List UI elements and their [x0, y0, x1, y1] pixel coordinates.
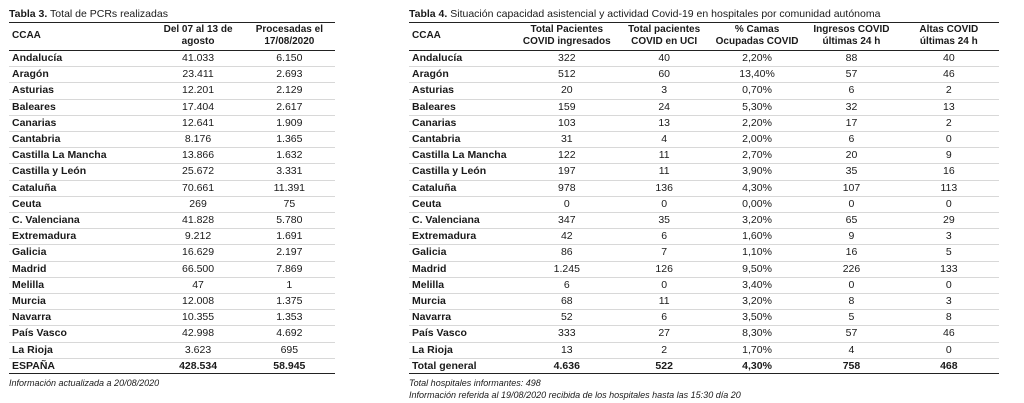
region-cell: País Vasco — [12, 327, 67, 340]
table-row — [9, 132, 335, 148]
table-row — [409, 342, 999, 358]
table-row — [409, 245, 999, 261]
value-cell: 8 — [945, 311, 952, 324]
table-row — [9, 99, 335, 115]
value-cell: 17 — [845, 116, 858, 129]
value-cell: 16 — [942, 165, 955, 178]
total-value: 428.534 — [179, 359, 218, 372]
value-cell: 41.033 — [182, 52, 215, 64]
value-cell: 42 — [560, 230, 573, 243]
value-cell: 3 — [661, 84, 668, 97]
value-cell: 11.391 — [273, 181, 306, 194]
value-cell: 8.176 — [184, 133, 212, 146]
value-cell: 11 — [658, 295, 670, 308]
value-cell: 75 — [283, 197, 296, 210]
value-cell: 12.008 — [182, 295, 215, 308]
value-cell: 0 — [945, 197, 952, 210]
total-value: 468 — [940, 359, 958, 372]
value-cell: 269 — [189, 197, 207, 210]
value-cell: 136 — [655, 181, 673, 194]
value-cell: 32 — [845, 100, 858, 113]
value-cell: 46 — [942, 327, 955, 340]
value-cell: 4,30% — [742, 181, 772, 194]
value-cell: 1.245 — [553, 262, 580, 275]
value-cell: 1,10% — [742, 246, 772, 259]
region-cell: Ceuta — [412, 197, 442, 210]
table-row — [9, 148, 335, 164]
region-cell: Melilla — [12, 278, 45, 291]
footnote: Información actualizada a 20/08/2020 — [9, 377, 160, 388]
region-cell: Navarra — [12, 311, 52, 324]
table-row — [9, 245, 335, 261]
total-value: 4,30% — [742, 359, 772, 372]
value-cell: 333 — [558, 327, 576, 340]
value-cell: 57 — [845, 327, 858, 340]
value-cell: 0 — [661, 278, 668, 291]
table3-header-ccaa: CCAA — [12, 30, 41, 41]
value-cell: 1 — [286, 278, 293, 291]
region-cell: C. Valenciana — [412, 214, 480, 227]
table-row — [409, 180, 999, 196]
table-row — [9, 115, 335, 131]
value-cell: 0 — [848, 278, 855, 291]
region-cell: Madrid — [12, 262, 47, 275]
value-cell: 6 — [563, 278, 570, 291]
region-cell: Andalucía — [412, 52, 463, 64]
table4-header-camas: % Camas Ocupadas COVID — [715, 24, 799, 47]
table-row — [9, 180, 335, 196]
value-cell: 42.998 — [182, 327, 215, 340]
table-row — [9, 229, 335, 245]
table4-header-ingresados: Total Pacientes COVID ingresados — [522, 24, 611, 47]
value-cell: 347 — [558, 214, 576, 227]
table-row — [9, 342, 335, 358]
value-cell: 3,40% — [742, 278, 772, 291]
table-row — [409, 277, 999, 293]
value-cell: 7.869 — [276, 262, 303, 275]
table-row — [409, 115, 999, 131]
hospital-table-section — [409, 8, 999, 401]
value-cell: 1.632 — [276, 149, 303, 162]
value-cell: 2.693 — [276, 68, 303, 81]
value-cell: 13 — [658, 116, 670, 129]
table-row — [409, 148, 999, 164]
value-cell: 126 — [655, 262, 673, 275]
table-row — [409, 164, 999, 180]
value-cell: 12.201 — [182, 84, 215, 97]
value-cell: 122 — [558, 149, 576, 162]
value-cell: 978 — [558, 181, 576, 194]
region-cell: País Vasco — [412, 327, 467, 340]
value-cell: 68 — [560, 295, 573, 308]
total-value: 522 — [655, 359, 673, 372]
value-cell: 35 — [845, 165, 858, 178]
region-cell: Baleares — [12, 100, 56, 113]
pcr-table-section — [9, 8, 335, 389]
table-row — [409, 51, 999, 67]
value-cell: 2,70% — [742, 149, 772, 162]
region-cell: Cataluña — [412, 181, 457, 194]
region-cell: Murcia — [412, 295, 446, 308]
table4-header-uci: Total pacientes COVID en UCI — [628, 24, 701, 47]
value-cell: 60 — [658, 68, 670, 81]
value-cell: 197 — [558, 165, 576, 178]
value-cell: 1.375 — [276, 295, 303, 308]
value-cell: 66.500 — [182, 262, 215, 275]
value-cell: 2,00% — [742, 133, 772, 146]
value-cell: 16 — [845, 246, 858, 259]
value-cell: 11 — [658, 165, 670, 178]
value-cell: 2 — [945, 84, 952, 97]
value-cell: 3,90% — [742, 165, 772, 178]
total-value: 758 — [842, 359, 861, 372]
table4-header-row — [409, 23, 999, 51]
value-cell: 3.331 — [276, 165, 303, 178]
total-label: Total general — [412, 359, 477, 372]
value-cell: 24 — [658, 100, 670, 113]
value-cell: 12.641 — [182, 116, 215, 129]
value-cell: 1,70% — [742, 343, 772, 356]
region-cell: Baleares — [412, 100, 456, 113]
table3-header-processed: Procesadas el 17/08/2020 — [255, 24, 323, 47]
value-cell: 695 — [280, 343, 299, 356]
value-cell: 7 — [661, 246, 668, 259]
table-row — [9, 277, 335, 293]
table3-title-label: Tabla 3. — [9, 8, 48, 20]
value-cell: 8,30% — [742, 327, 772, 340]
value-cell: 3,20% — [742, 295, 772, 308]
value-cell: 17.404 — [182, 100, 215, 113]
value-cell: 159 — [558, 100, 576, 113]
value-cell: 8 — [848, 295, 855, 308]
table-row — [9, 51, 335, 67]
value-cell: 16.629 — [182, 246, 215, 259]
table3-caption — [9, 8, 335, 22]
table-row — [9, 261, 335, 277]
region-cell: Galicia — [12, 246, 47, 259]
value-cell: 3 — [945, 230, 952, 243]
value-cell: 6 — [661, 311, 668, 324]
value-cell: 1.691 — [276, 230, 303, 243]
table3-header-row — [9, 23, 335, 51]
region-cell: Galicia — [412, 246, 447, 259]
value-cell: 70.661 — [182, 181, 215, 194]
value-cell: 3 — [945, 295, 952, 308]
value-cell: 2,20% — [742, 52, 772, 64]
table4-title-text: Situación capacidad asistencial y actividad Covid-19 en hospitales por comunidad autónoma — [447, 8, 881, 20]
region-cell: Murcia — [12, 295, 46, 308]
table-row — [409, 196, 999, 212]
value-cell: 4 — [848, 343, 855, 356]
value-cell: 2,20% — [742, 116, 772, 129]
footnote: Total hospitales informantes: 498 — [409, 377, 541, 388]
value-cell: 2.197 — [276, 246, 303, 259]
value-cell: 322 — [558, 52, 576, 64]
value-cell: 0 — [563, 197, 570, 210]
value-cell: 20 — [560, 84, 573, 97]
value-cell: 20 — [845, 149, 858, 162]
table-row — [9, 83, 335, 99]
value-cell: 25.672 — [182, 165, 215, 178]
value-cell: 1,60% — [742, 230, 772, 243]
region-cell: La Rioja — [412, 343, 453, 356]
region-cell: Castilla La Mancha — [412, 149, 507, 162]
region-cell: Madrid — [412, 262, 447, 275]
value-cell: 6 — [848, 84, 855, 97]
value-cell: 9 — [945, 149, 952, 162]
table-row — [409, 67, 999, 83]
value-cell: 4.692 — [276, 327, 303, 340]
value-cell: 57 — [845, 68, 858, 81]
value-cell: 9 — [848, 230, 855, 243]
region-cell: Asturias — [12, 84, 55, 97]
region-cell: Asturias — [412, 84, 455, 97]
table4-title-label: Tabla 4. — [409, 8, 448, 20]
region-cell: Cantabria — [12, 133, 61, 146]
value-cell: 0,00% — [742, 197, 772, 210]
table-row — [409, 310, 999, 326]
value-cell: 4 — [661, 133, 668, 146]
value-cell: 13 — [942, 100, 955, 113]
total-value: 4.636 — [553, 359, 580, 372]
value-cell: 5 — [945, 246, 952, 259]
value-cell: 5 — [848, 311, 855, 324]
value-cell: 3,20% — [742, 214, 772, 227]
value-cell: 40 — [658, 52, 670, 64]
value-cell: 1.353 — [276, 311, 303, 324]
table-row — [409, 326, 999, 342]
value-cell: 2.617 — [276, 100, 303, 113]
value-cell: 47 — [192, 278, 204, 291]
value-cell: 13,40% — [739, 68, 775, 81]
region-cell: Castilla y León — [12, 165, 87, 178]
value-cell: 0,70% — [742, 84, 772, 97]
region-cell: Canarias — [12, 116, 57, 129]
value-cell: 6 — [661, 230, 668, 243]
region-cell: Canarias — [412, 116, 457, 129]
table4-header-ingresos-24h: Ingresos COVID últimas 24 h — [813, 24, 890, 47]
value-cell: 2 — [945, 116, 952, 129]
value-cell: 11 — [658, 149, 670, 162]
value-cell: 113 — [940, 181, 958, 194]
value-cell: 103 — [558, 116, 576, 129]
value-cell: 3,50% — [742, 311, 772, 324]
value-cell: 6.150 — [276, 52, 303, 64]
value-cell: 133 — [940, 262, 958, 275]
value-cell: 0 — [945, 343, 952, 356]
value-cell: 9,50% — [742, 262, 772, 275]
table4-header-altas-24h: Altas COVID últimas 24 h — [919, 24, 979, 47]
value-cell: 5,30% — [742, 100, 772, 113]
value-cell: 0 — [661, 197, 668, 210]
table-row — [9, 196, 335, 212]
value-cell: 13 — [560, 343, 573, 356]
total-label: ESPAÑA — [12, 359, 55, 372]
region-cell: Extremadura — [412, 230, 477, 243]
table-row — [409, 261, 999, 277]
value-cell: 13.866 — [182, 149, 215, 162]
region-cell: Castilla y León — [412, 165, 487, 178]
region-cell: Navarra — [412, 311, 452, 324]
total-row — [409, 358, 999, 373]
value-cell: 107 — [842, 181, 861, 194]
table-row — [9, 213, 335, 229]
total-row — [9, 358, 335, 373]
value-cell: 86 — [560, 246, 573, 259]
value-cell: 40 — [942, 52, 955, 64]
value-cell: 65 — [845, 214, 858, 227]
table-row — [409, 294, 999, 310]
region-cell: Andalucía — [12, 52, 63, 64]
region-cell: Castilla La Mancha — [12, 149, 107, 162]
region-cell: Cataluña — [12, 181, 57, 194]
table-row — [9, 310, 335, 326]
table-row — [9, 294, 335, 310]
total-value: 58.945 — [273, 359, 306, 372]
table-row — [409, 229, 999, 245]
value-cell: 3.623 — [184, 343, 212, 356]
table-row — [409, 132, 999, 148]
value-cell: 226 — [842, 262, 861, 275]
value-cell: 1.909 — [276, 116, 303, 129]
table3-title-text: Total de PCRs realizadas — [47, 8, 168, 20]
region-cell: Melilla — [412, 278, 445, 291]
footnote: Información referida al 19/08/2020 recibida de los hospitales hasta las 15:30 día 20 — [409, 389, 741, 400]
value-cell: 6 — [848, 133, 855, 146]
value-cell: 46 — [942, 68, 955, 81]
table-row — [9, 326, 335, 342]
value-cell: 88 — [845, 52, 858, 64]
value-cell: 10.355 — [182, 311, 215, 324]
value-cell: 2.129 — [276, 84, 303, 97]
region-cell: Cantabria — [412, 133, 461, 146]
value-cell: 9.212 — [184, 230, 212, 243]
table4-caption — [409, 8, 999, 22]
value-cell: 52 — [560, 311, 573, 324]
table-row — [409, 83, 999, 99]
pcr-table — [9, 22, 335, 374]
value-cell: 0 — [945, 278, 952, 291]
table-row — [9, 164, 335, 180]
value-cell: 31 — [560, 133, 573, 146]
table-row — [409, 99, 999, 115]
value-cell: 1.365 — [276, 133, 303, 146]
region-cell: La Rioja — [12, 343, 53, 356]
region-cell: Aragón — [412, 68, 449, 81]
value-cell: 512 — [558, 68, 576, 81]
value-cell: 0 — [945, 133, 952, 146]
value-cell: 0 — [848, 197, 855, 210]
region-cell: Aragón — [12, 68, 49, 81]
value-cell: 23.411 — [182, 68, 214, 81]
table-row — [9, 67, 335, 83]
region-cell: Extremadura — [12, 230, 77, 243]
region-cell: Ceuta — [12, 197, 42, 210]
value-cell: 41.828 — [182, 214, 215, 227]
value-cell: 5.780 — [276, 214, 303, 227]
hospital-table — [409, 22, 999, 374]
value-cell: 29 — [942, 214, 955, 227]
table4-header-ccaa: CCAA — [412, 30, 441, 41]
region-cell: C. Valenciana — [12, 214, 80, 227]
table3-header-week: Del 07 al 13 de agosto — [163, 24, 233, 47]
table-row — [409, 213, 999, 229]
value-cell: 35 — [658, 214, 670, 227]
value-cell: 27 — [658, 327, 670, 340]
value-cell: 2 — [661, 343, 668, 356]
